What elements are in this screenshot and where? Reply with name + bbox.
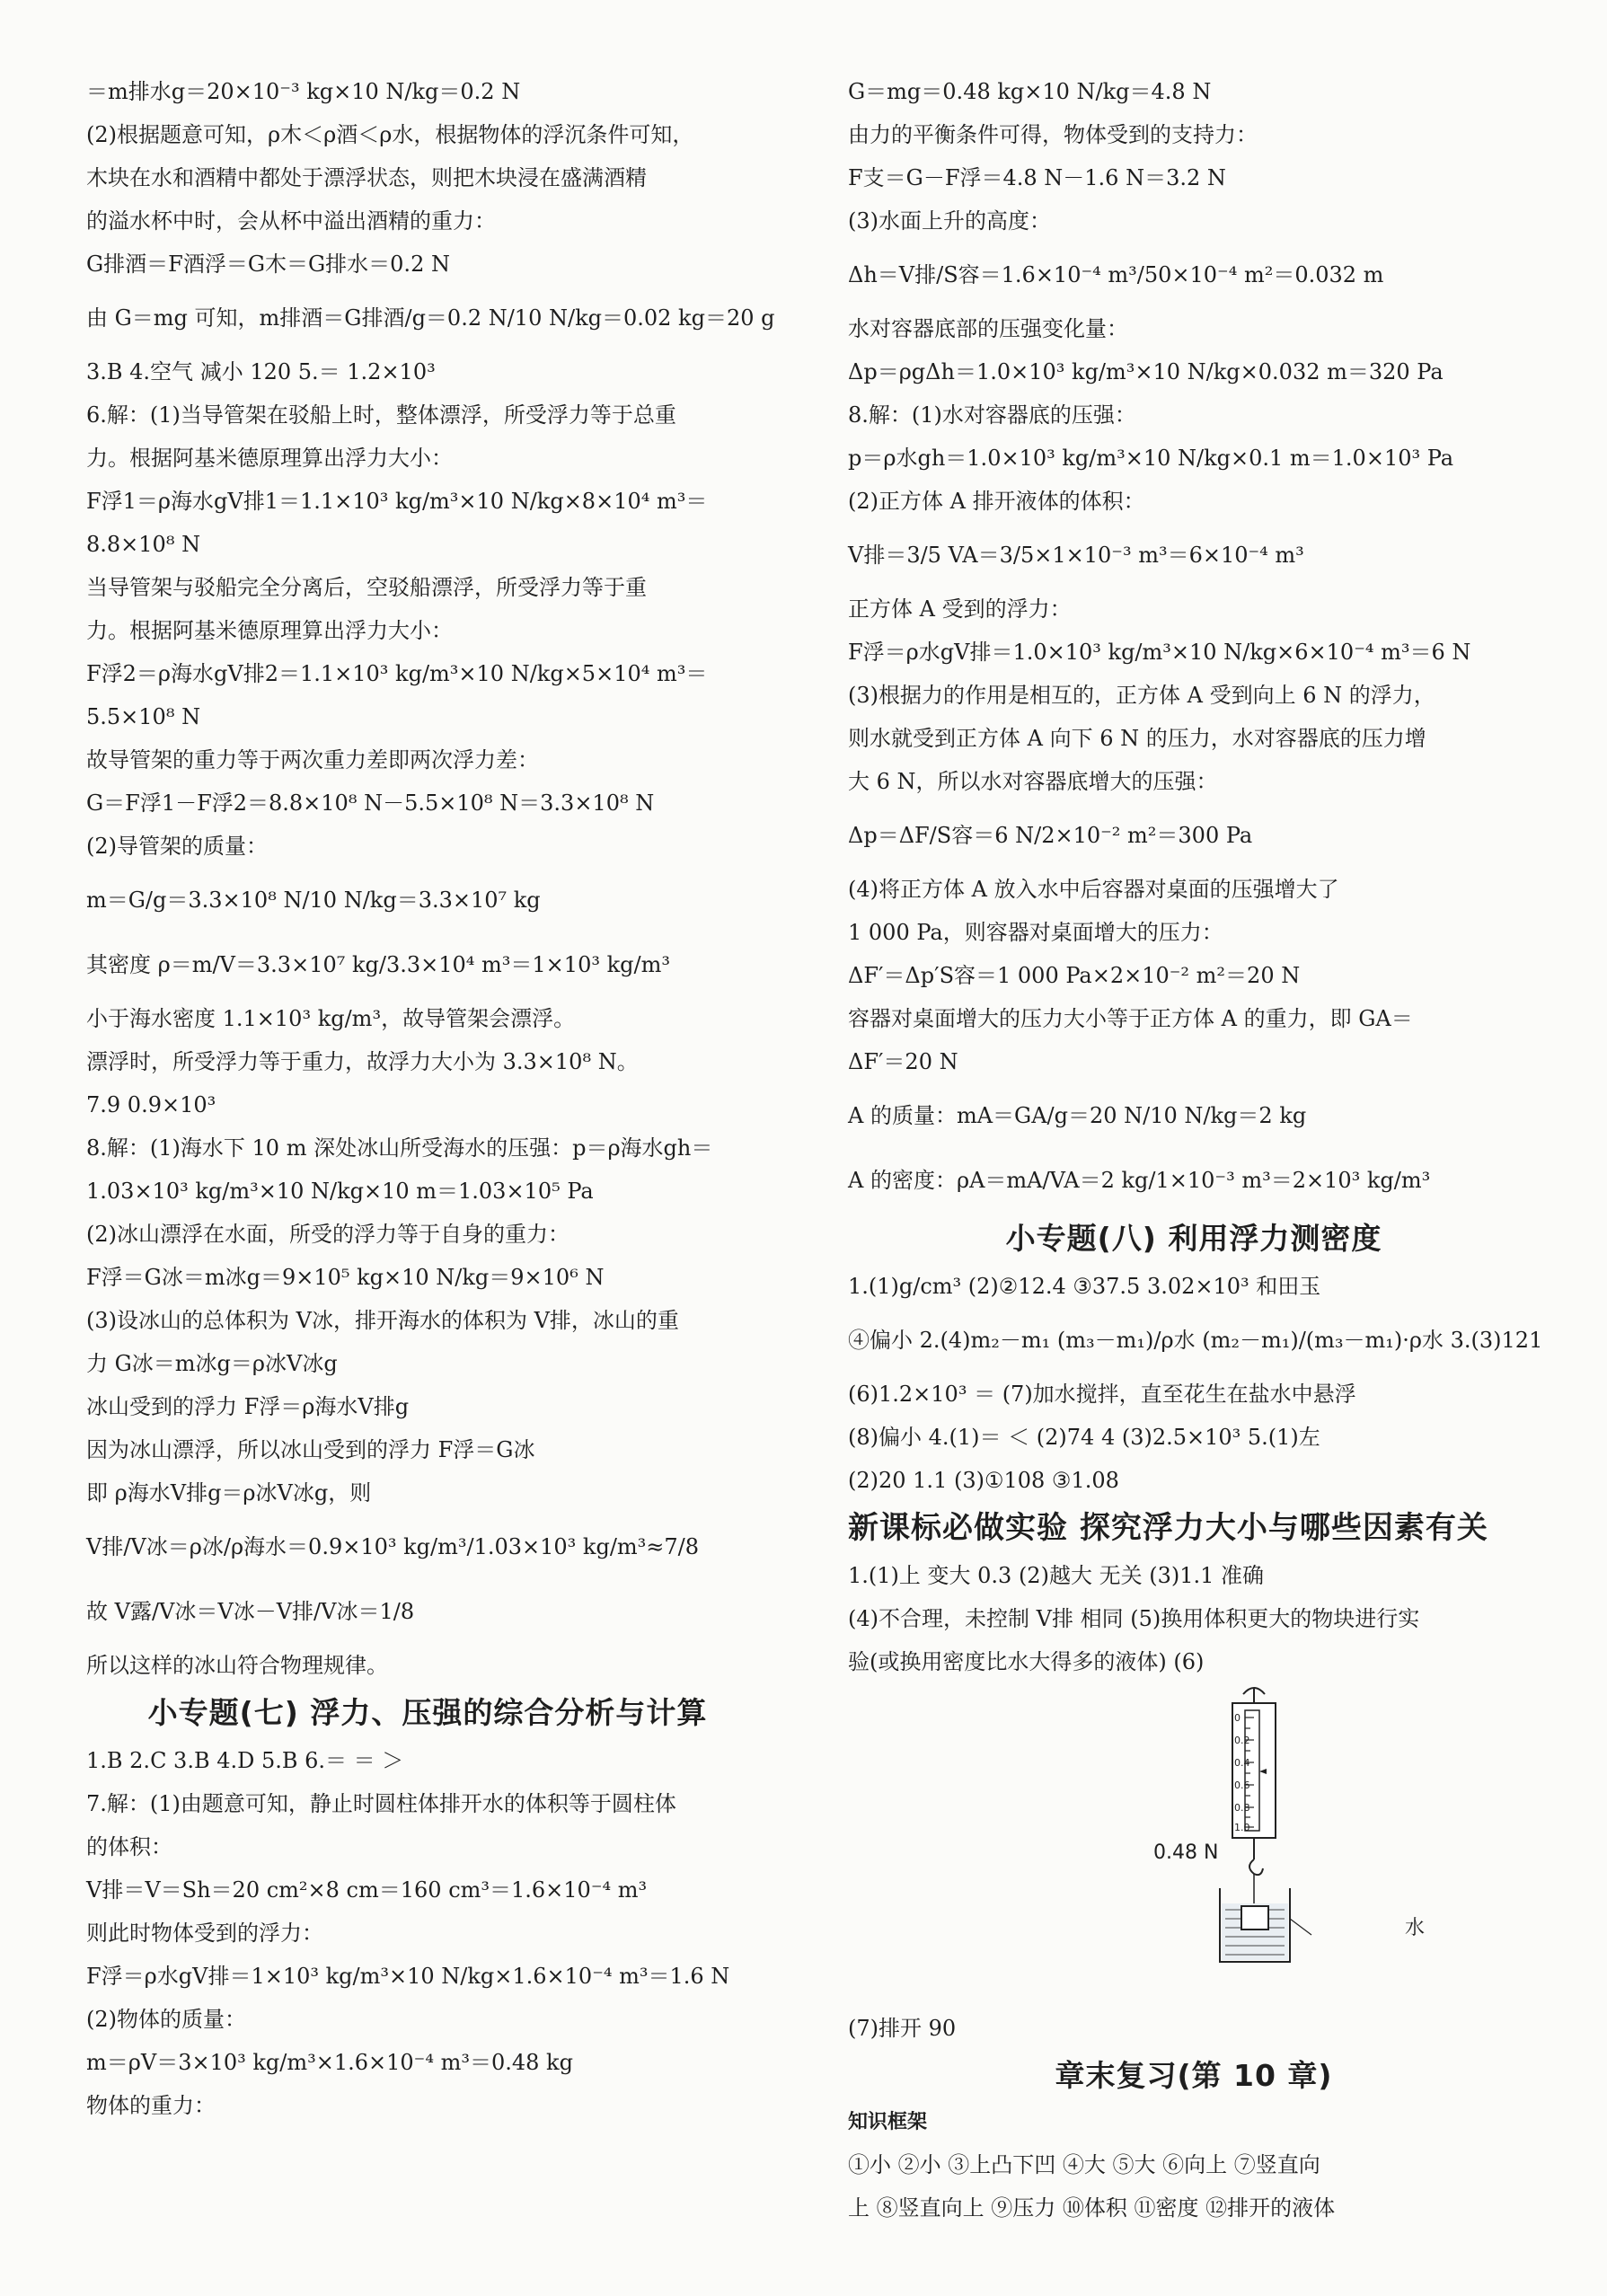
text-line: ΔF′＝Δp′S容＝1 000 Pa×2×10⁻² m²＝20 N <box>848 963 1301 988</box>
tick-label: 0.2 <box>1234 1735 1250 1746</box>
text-line: G排酒＝F酒浮＝G木＝G排水＝0.2 N <box>86 252 450 277</box>
text-line: 7.9 0.9×10³ <box>86 1092 216 1117</box>
text-line: 3.B 4.空气 减小 120 5.＝ 1.2×10³ <box>86 359 436 384</box>
text-line: 由力的平衡条件可得，物体受到的支持力： <box>848 122 1258 147</box>
tick-label: 0.4 <box>1234 1757 1250 1769</box>
text-line: V排＝V＝Sh＝20 cm²×8 cm＝160 cm³＝1.6×10⁻⁴ m³ <box>86 1877 648 1903</box>
text-line: G＝mg＝0.48 kg×10 N/kg＝4.8 N <box>848 79 1212 104</box>
formula-line: Δh＝V排/S容＝1.6×10⁻⁴ m³/50×10⁻⁴ m²＝0.032 m <box>848 262 1384 287</box>
formula-line: A 的质量：mA＝GA/g＝20 N/10 N/kg＝2 kg <box>848 1103 1307 1128</box>
text-line: 则此时物体受到的浮力： <box>86 1921 323 1946</box>
section-heading-experiment: 新课标必做实验 探究浮力大小与哪些因素有关 <box>848 1510 1488 1546</box>
water-label: 水 <box>1405 1917 1426 1939</box>
tick-label: 0.8 <box>1234 1802 1250 1814</box>
text-line: 8.8×10⁸ N <box>86 532 201 557</box>
formula-line: A 的密度：ρA＝mA/VA＝2 kg/1×10⁻³ m³＝2×10³ kg/m³ <box>848 1168 1431 1193</box>
formula-line: 其密度 ρ＝m/V＝3.3×10⁷ kg/3.3×10⁴ m³＝1×10³ kg/m³ <box>86 952 670 977</box>
text-line: 则水就受到正方体 A 向下 6 N 的压力，水对容器底的压力增 <box>848 726 1426 751</box>
left-column <box>86 70 775 2127</box>
text-line: ①小 ②小 ③上凸下凹 ④大 ⑤大 ⑥向上 ⑦竖直向 <box>848 2152 1320 2177</box>
text-line: 7.解：(1)由题意可知，静止时圆柱体排开水的体积等于圆柱体 <box>86 1791 676 1816</box>
text-line: 冰山受到的浮力 F浮＝ρ海水V排g <box>86 1394 410 1419</box>
text-line: 的溢水杯中时，会从杯中溢出酒精的重力： <box>86 208 496 234</box>
text-line: 5.5×10⁸ N <box>86 704 201 729</box>
text-line: F浮＝ρ水gV排＝1.0×10³ kg/m³×10 N/kg×6×10⁻⁴ m³＝6 N <box>848 640 1471 665</box>
text-line: 力。根据阿基米德原理算出浮力大小： <box>86 618 453 643</box>
text-line: F浮＝ρ水gV排＝1×10³ kg/m³×10 N/kg×1.6×10⁻⁴ m³＝1.6 N <box>86 1964 730 1989</box>
text-line: 故导管架的重力等于两次重力差即两次浮力差： <box>86 747 539 773</box>
text-line: (2)导管架的质量： <box>86 834 268 859</box>
formula-line: ④偏小 2.(4)m₂－m₁ (m₃－m₁)/ρ水 (m₂－m₁)/(m₃－m₁)·ρ水 3.(3)121 <box>848 1328 1543 1353</box>
text-line: 1 000 Pa，则容器对桌面增大的压力： <box>848 920 1223 945</box>
subheading-framework: 知识框架 <box>848 2111 928 2133</box>
text-line: ＝m排水g＝20×10⁻³ kg×10 N/kg＝0.2 N <box>86 79 521 104</box>
text-line: (7)排开 90 <box>848 2016 957 2041</box>
formula-line: 故 V露/V冰＝V冰－V排/V冰＝1/8 <box>86 1599 415 1624</box>
text-line: p＝ρ水gh＝1.0×10³ kg/m³×10 N/kg×0.1 m＝1.0×10³ Pa <box>848 446 1454 471</box>
text-line: (2)根据题意可知，ρ木＜ρ酒＜ρ水，根据物体的浮沉条件可知， <box>86 122 694 147</box>
text-line: 容器对桌面增大的压力大小等于正方体 A 的重力，即 GA＝ <box>848 1006 1413 1031</box>
text-line: G＝F浮1－F浮2＝8.8×10⁸ N－5.5×10⁸ N＝3.3×10⁸ N <box>86 790 655 816</box>
text-line: (4)将正方体 A 放入水中后容器对桌面的压强增大了 <box>848 877 1339 902</box>
text-line: (2)正方体 A 排开液体的体积： <box>848 489 1145 514</box>
text-line: 即 ρ海水V排g＝ρ冰V冰g，则 <box>86 1480 372 1506</box>
text-line: 所以这样的冰山符合物理规律。 <box>86 1653 388 1678</box>
text-line: (2)20 1.1 (3)①108 ③1.08 <box>848 1468 1119 1493</box>
left-answers-block-1 <box>86 70 775 1687</box>
section-heading-8: 小专题(八) 利用浮力测密度 <box>1005 1221 1382 1256</box>
spring-scale-figure <box>848 1683 1540 2007</box>
text-line: 小于海水密度 1.1×10³ kg/m³，故导管架会漂浮。 <box>86 1006 576 1031</box>
right-answers-block-5 <box>848 2143 1540 2230</box>
right-answers-block-2 <box>848 1265 1543 1502</box>
text-line: m＝ρV＝3×10³ kg/m³×1.6×10⁻⁴ m³＝0.48 kg <box>86 2050 573 2075</box>
spring-scale-diagram <box>1144 1683 1441 1971</box>
text-line: 8.解：(1)水对容器底的压强： <box>848 402 1136 428</box>
text-line: (3)水面上升的高度： <box>848 208 1051 234</box>
right-answers-block-1 <box>848 70 1540 1213</box>
text-line: F支＝G－F浮＝4.8 N－1.6 N＝3.2 N <box>848 165 1226 190</box>
force-label: 0.48 N <box>1153 1841 1219 1864</box>
text-line: Δp＝ρgΔh＝1.0×10³ kg/m³×10 N/kg×0.032 m＝320 Pa <box>848 359 1444 384</box>
text-line: 的体积： <box>86 1834 172 1859</box>
text-line: 6.解：(1)当导管架在驳船上时，整体漂浮，所受浮力等于总重 <box>86 402 676 428</box>
text-line: 水对容器底部的压强变化量： <box>848 316 1128 341</box>
text-line: 上 ⑧竖直向上 ⑨压力 ⑩体积 ⑪密度 ⑫排开的液体 <box>848 2195 1336 2221</box>
formula-line: 由 G＝mg 可知，m排酒＝G排酒/g＝0.2 N/10 N/kg＝0.02 kg＝20 g <box>86 305 775 331</box>
text-line: (6)1.2×10³ ＝ (7)加水搅拌，直至花生在盐水中悬浮 <box>848 1382 1356 1407</box>
text-line: 因为冰山漂浮，所以冰山受到的浮力 F浮＝G冰 <box>86 1437 535 1462</box>
text-line: F浮2＝ρ海水gV排2＝1.1×10³ kg/m³×10 N/kg×5×10⁴ m³＝ <box>86 661 708 686</box>
text-line: 1.B 2.C 3.B 4.D 5.B 6.＝ ＝ ＞ <box>86 1748 404 1773</box>
text-line: (2)物体的质量： <box>86 2007 246 2032</box>
text-line: 8.解：(1)海水下 10 m 深处冰山所受海水的压强：p＝ρ海水gh＝ <box>86 1135 713 1161</box>
hook-bottom <box>1249 1859 1263 1875</box>
text-line: ΔF′＝20 N <box>848 1049 958 1074</box>
text-line: 1.(1)g/cm³ (2)②12.4 ③37.5 3.02×10³ 和田玉 <box>848 1274 1321 1299</box>
right-answers-block-3 <box>848 1554 1540 1683</box>
left-answers-block-2 <box>86 1739 769 2127</box>
formula-line: V排/V冰＝ρ冰/ρ海水＝0.9×10³ kg/m³/1.03×10³ kg/m³≈7/8 <box>86 1534 700 1559</box>
text-line: 力。根据阿基米德原理算出浮力大小： <box>86 446 453 471</box>
text-line: 正方体 A 受到的浮力： <box>848 596 1072 622</box>
section-heading-review: 章末复习(第 10 章) <box>1055 2058 1333 2093</box>
right-column <box>848 70 1543 2230</box>
text-line: 漂浮时，所受浮力等于重力，故浮力大小为 3.3×10⁸ N。 <box>86 1049 639 1074</box>
text-line: 验(或换用密度比水大得多的液体) (6) <box>848 1649 1205 1674</box>
text-line: 物体的重力： <box>86 2093 216 2118</box>
tick-label: 0.6 <box>1234 1779 1250 1791</box>
text-line: 木块在水和酒精中都处于漂浮状态，则把木块浸在盛满酒精 <box>86 165 647 190</box>
tick-label: 1.0 <box>1234 1822 1250 1833</box>
text-line: (3)设冰山的总体积为 V冰，排开海水的体积为 V排，冰山的重 <box>86 1308 679 1333</box>
formula-line: m＝G/g＝3.3×10⁸ N/10 N/kg＝3.3×10⁷ kg <box>86 887 541 913</box>
text-line: F浮＝G冰＝m冰g＝9×10⁵ kg×10 N/kg＝9×10⁶ N <box>86 1265 605 1290</box>
text-line: 1.(1)上 变大 0.3 (2)越大 无关 (3)1.1 准确 <box>848 1563 1264 1588</box>
text-line: (2)冰山漂浮在水面，所受的浮力等于自身的重力： <box>86 1222 570 1247</box>
text-line: (3)根据力的作用是相互的，正方体 A 受到向上 6 N 的浮力， <box>848 683 1435 708</box>
text-line: (8)偏小 4.(1)＝ ＜ (2)74 4 (3)2.5×10³ 5.(1)左 <box>848 1425 1320 1450</box>
text-line: 1.03×10³ kg/m³×10 N/kg×10 m＝1.03×10⁵ Pa <box>86 1179 594 1204</box>
text-line: 当导管架与驳船完全分离后，空驳船漂浮，所受浮力等于重 <box>86 575 647 600</box>
tick-label: 0 <box>1234 1712 1241 1724</box>
text-line: F浮1＝ρ海水gV排1＝1.1×10³ kg/m³×10 N/kg×8×10⁴ m³＝ <box>86 489 708 514</box>
formula-line: Δp＝ΔF/S容＝6 N/2×10⁻² m²＝300 Pa <box>848 823 1253 848</box>
text-line: (4)不合理，未控制 V排 相同 (5)换用体积更大的物块进行实 <box>848 1606 1420 1631</box>
formula-line: V排＝3/5 VA＝3/5×1×10⁻³ m³＝6×10⁻⁴ m³ <box>848 543 1304 568</box>
block <box>1241 1906 1268 1930</box>
text-line: 力 G冰＝m冰g＝ρ冰V冰g <box>86 1351 338 1376</box>
text-line: 大 6 N，所以水对容器底增大的压强： <box>848 769 1218 794</box>
section-heading-7: 小专题(七) 浮力、压强的综合分析与计算 <box>147 1695 708 1730</box>
